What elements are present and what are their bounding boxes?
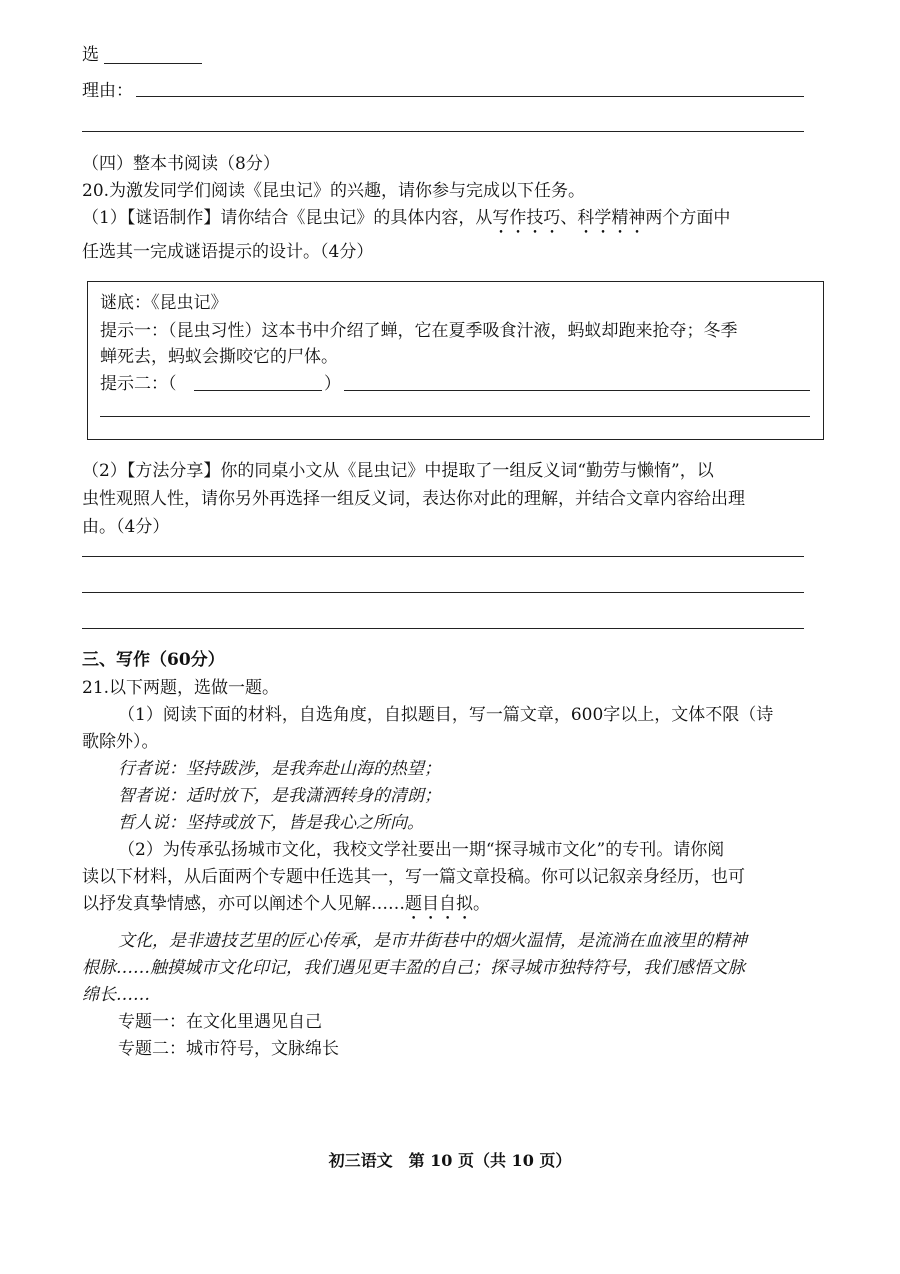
quote-walker: 行者说：坚持跋涉，是我奔赴山海的热望； xyxy=(118,759,441,779)
answer-line-2[interactable] xyxy=(82,592,804,593)
riddle-hint1-line1: 提示一：（昆虫习性）这本书中介绍了蝉，它在夏季吸食汁液，蚂蚁却跑来抢夺；冬季 xyxy=(100,321,738,341)
quote-philosopher: 哲人说：坚持或放下，皆是我心之所向。 xyxy=(118,813,424,833)
choice-blank[interactable] xyxy=(104,63,202,64)
question-20-1-line2: 任选其一完成谜语提示的设计。（4分） xyxy=(82,242,374,262)
topic-two: 专题二：城市符号，文脉绵长 xyxy=(118,1039,339,1059)
prompt2-line3: 以抒发真挚情感，亦可以阐述个人见解……题目自拟。 xyxy=(82,894,490,914)
quote-wise: 智者说：适时放下，是我潇洒转身的清朗； xyxy=(118,786,441,806)
question-20-2-line3: 由。（4分） xyxy=(82,517,170,537)
question-20-1-line1: （1）【谜语制作】请你结合《昆虫记》的具体内容，从写作技巧、科学精神两个方面中 xyxy=(82,208,731,228)
prompt1-line1: （1）阅读下面的材料，自选角度，自拟题目，写一篇文章，600字以上，文体不限（诗 xyxy=(118,705,774,725)
choice-label: 选 xyxy=(82,45,99,65)
reason-line-1[interactable] xyxy=(136,96,804,97)
writing-heading: 三、写作（60分） xyxy=(82,650,225,670)
riddle-hint2-line-2[interactable] xyxy=(100,416,810,417)
topic-one: 专题一：在文化里遇见自己 xyxy=(118,1012,322,1032)
section4-heading: （四）整本书阅读（8分） xyxy=(82,154,280,174)
riddle-hint1-line2: 蝉死去，蚂蚁会撕咬它的尸体。 xyxy=(100,347,338,367)
riddle-hint2-category-blank[interactable] xyxy=(194,390,322,391)
reason-line-2[interactable] xyxy=(82,131,804,132)
emphasis-writing-skill: 写作技巧 xyxy=(492,208,561,228)
question-20: 20.为激发同学们阅读《昆虫记》的兴趣，请你参与完成以下任务。 xyxy=(82,181,586,201)
question-20-2-line1: （2）【方法分享】你的同桌小文从《昆虫记》中提取了一组反义词“勤劳与懒惰”，以 xyxy=(82,461,714,481)
answer-line-1[interactable] xyxy=(82,556,804,557)
answer-line-3[interactable] xyxy=(82,628,804,629)
reason-label: 理由： xyxy=(82,81,133,101)
riddle-hint2-close: ） xyxy=(324,374,341,394)
emphasis-science-spirit: 科学精神 xyxy=(577,208,646,228)
material-line3: 绵长…… xyxy=(82,985,150,1005)
prompt2-line1: （2）为传承弘扬城市文化，我校文学社要出一期“探寻城市文化”的专刊。请你阅 xyxy=(118,840,725,860)
page-footer: 初三语文 第 10 页（共 10 页） xyxy=(328,1151,572,1170)
question-20-2-line2: 虫性观照人性，请你另外再选择一组反义词，表达你对此的理解，并结合文章内容给出理 xyxy=(82,489,745,509)
prompt1-line2: 歌除外）。 xyxy=(82,732,159,752)
question-21: 21.以下两题，选做一题。 xyxy=(82,678,280,698)
riddle-hint2-label: 提示二：（ xyxy=(100,374,177,394)
riddle-hint2-line-1[interactable] xyxy=(344,390,810,391)
material-line1: 文化，是非遗技艺里的匠心传承，是市井街巷中的烟火温情，是流淌在血液里的精神 xyxy=(118,931,747,951)
prompt2-line2: 读以下材料，从后面两个专题中任选其一，写一篇文章投稿。你可以记叙亲身经历，也可 xyxy=(82,867,745,887)
material-line2: 根脉……触摸城市文化印记，我们遇见更丰盈的自己；探寻城市独特符号，我们感悟文脉 xyxy=(82,958,745,978)
emphasis-title-self: 题目自拟 xyxy=(405,894,473,914)
riddle-answer: 谜底：《昆虫记》 xyxy=(100,293,228,313)
